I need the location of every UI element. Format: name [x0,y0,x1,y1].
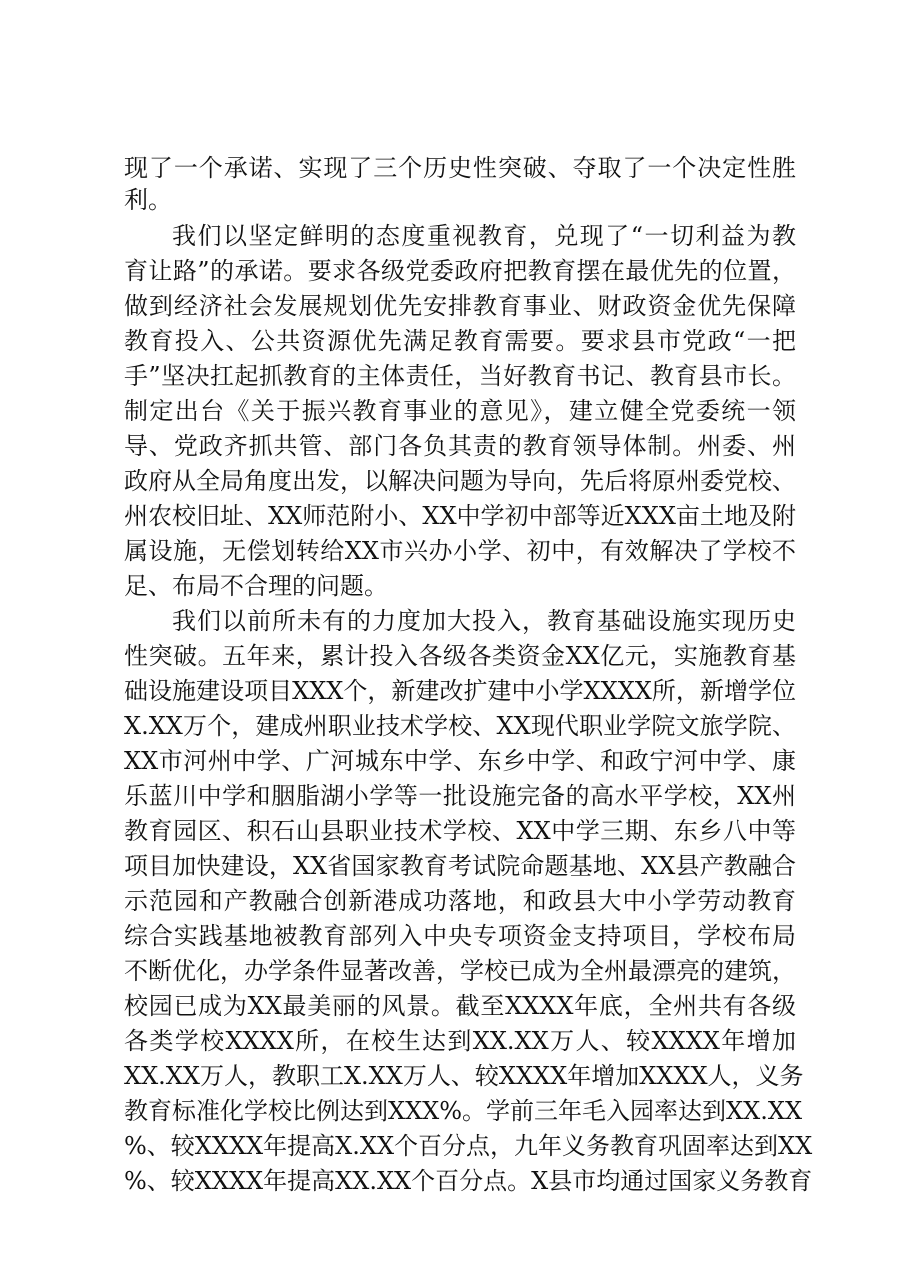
text-line: 政府从全局角度出发，以解决问题为导向，先后将原州委党校、 [124,467,796,495]
text-line: 乐蓝川中学和胭脂湖小学等一批设施完备的高水平学校，XX州 [124,782,796,810]
text-line: X.XX万个，建成州职业技术学校、XX现代职业学院文旅学院、 [124,712,796,740]
text-line: %、较XXXX年提高X.XX个百分点，九年义务教育巩固率达到XX [124,1132,813,1160]
text-line: 教育园区、积石山县职业技术学校、XX中学三期、东乡八中等 [124,817,796,845]
text-line: XX.XX万人，教职工X.XX万人、较XXXX年增加XXXX人，义务 [124,1062,804,1090]
text-line: 州农校旧址、XX师范附小、XX中学初中部等近XXX亩土地及附 [124,502,796,530]
text-line: 利。 [124,186,172,214]
text-line: XX市河州中学、广河城东中学、东乡中学、和政宁河中学、康 [124,747,796,775]
text-line: 性突破。五年来，累计投入各级各类资金XX亿元，实施教育基 [124,642,796,670]
text-line: 手”坚决扛起抓教育的主体责任，当好教育书记、教育县市长。 [124,362,796,390]
text-line: 育让路”的承诺。要求各级党委政府把教育摆在最优先的位置， [124,257,796,285]
text-line: 项目加快建设，XX省国家教育考试院命题基地、XX县产教融合 [124,852,796,880]
text-line: 不断优化，办学条件显著改善，学校已成为全州最漂亮的建筑， [124,957,796,985]
text-line: 示范园和产教融合创新港成功落地，和政县大中小学劳动教育 [124,887,796,915]
text-line: 各类学校XXXX所，在校生达到XX.XX万人、较XXXX年增加 [124,1027,796,1055]
text-line: 属设施，无偿划转给XX市兴办小学、初中，有效解决了学校不 [124,537,796,565]
text-line: 制定出台《关于振兴教育事业的意见》，建立健全党委统一领 [124,397,796,425]
paragraph-first-line: 我们以坚定鲜明的态度重视教育，兑现了“一切利益为教 [172,222,796,250]
text-line: 教育投入、公共资源优先满足教育需要。要求县市党政“一把 [124,327,796,355]
text-line: 础设施建设项目XXX个，新建改扩建中小学XXXX所，新增学位 [124,677,796,705]
text-line: 现了一个承诺、实现了三个历史性突破、夺取了一个决定性胜 [124,154,796,182]
text-line: 做到经济社会发展规划优先安排教育事业、财政资金优先保障 [124,292,796,320]
text-line: %、较XXXX年提高XX.XX个百分点。X县市均通过国家义务教育 [124,1167,813,1195]
text-line: 足、布局不合理的问题。 [124,572,388,600]
text-line: 校园已成为XX最美丽的风景。截至XXXX年底，全州共有各级 [124,992,796,1020]
text-line: 综合实践基地被教育部列入中央专项资金支持项目，学校布局 [124,922,796,950]
paragraph-first-line: 我们以前所未有的力度加大投入，教育基础设施实现历史 [172,607,796,635]
text-line: 教育标准化学校比例达到XXX%。学前三年毛入园率达到XX.XX [124,1097,803,1125]
text-line: 导、党政齐抓共管、部门各负其责的教育领导体制。州委、州 [124,432,796,460]
